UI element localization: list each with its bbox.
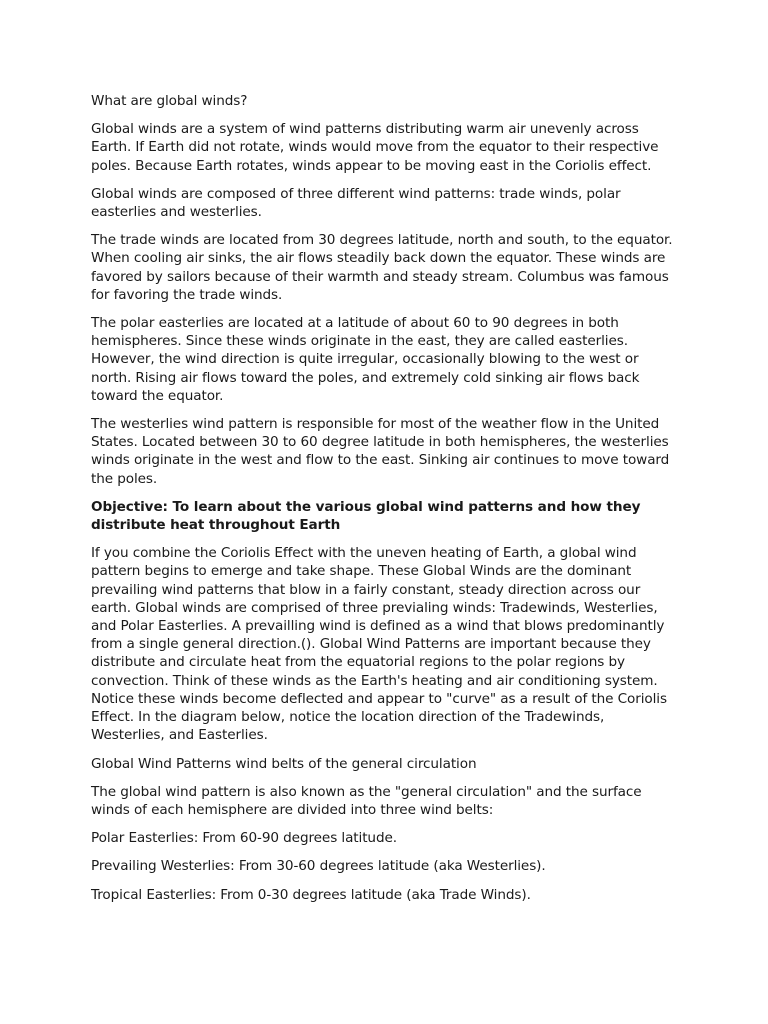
- paragraph-general-circulation: The global wind pattern is also known as the "general circulation" and the surface winds of each hemisphere are divided into three wind belts:: [91, 783, 642, 818]
- list-item-polar-easterlies: Polar Easterlies: From 60-90 degrees latitude.: [91, 830, 397, 847]
- question-heading: What are global winds?: [91, 93, 248, 109]
- paragraph-polar-easterlies: The polar easterlies are located at a latitude of about 60 to 90 degrees in both hemispheres. Since these winds originate in the east, they are called easterlies. However, the wind direction is quite irregular, occasionally blowing to the west or north. Rising air flows toward the poles, and extremely cold sinking air flows back toward the equator.: [91, 315, 640, 404]
- paragraph-westerlies: The westerlies wind pattern is responsible for most of the weather flow in the United States. Located between 30 to 60 degree latitude in both hemispheres, the westerlies winds originate in the west and flow to the east. Sinking air continues to move toward the poles.: [91, 416, 670, 487]
- paragraph-trade-winds: The trade winds are located from 30 degrees latitude, north and south, to the equator. When cooling air sinks, the air flows steadily back down the equator. These winds are favored by sailors because of their warmth and steady stream. Columbus was famous for favoring the trade winds.: [91, 232, 673, 303]
- paragraph-coriolis: If you combine the Coriolis Effect with the uneven heating of Earth, a global wind pattern begins to emerge and take shape. These Global Winds are the dominant prevailing wind patterns that blow in a fairly constant, steady direction across our earth. Global winds are comprised of three previaling winds: Tradewinds, Westerlies, and Polar Easterlies. A prevailling wind is defined as a wind that blows predominantly from a single general direction.(). Global Wind Patterns are important because they distribute and circulate heat from the equatorial regions to the polar regions by convection. Think of these winds as the Earth's heating and air conditioning system. Notice these winds become deflected and appear to "curve" as a result of the Coriolis Effect. In the diagram below, notice the location direction of the Tradewinds, Westerlies, and Easterlies.: [91, 545, 667, 744]
- paragraph-definition: Global winds are a system of wind patterns distributing warm air unevenly across Earth. If Earth did not rotate, winds would move from the equator to their respective poles. Because Earth rotates, winds appear to be moving east in the Coriolis effect.: [91, 121, 659, 174]
- list-item-prevailing-westerlies: Prevailing Westerlies: From 30-60 degrees latitude (aka Westerlies).: [91, 858, 546, 875]
- document-page: [91, 92, 681, 914]
- paragraph-wind-belts-title: Global Wind Patterns wind belts of the general circulation: [91, 755, 477, 772]
- paragraph-composition: Global winds are composed of three different wind patterns: trade winds, polar easterlies and westerlies.: [91, 185, 621, 221]
- list-item-tropical-easterlies: Tropical Easterlies: From 0-30 degrees latitude (aka Trade Winds).: [91, 886, 531, 903]
- objective-heading: Objective: To learn about the various global wind patterns and how they distribute heat throughout Earth: [91, 498, 641, 534]
